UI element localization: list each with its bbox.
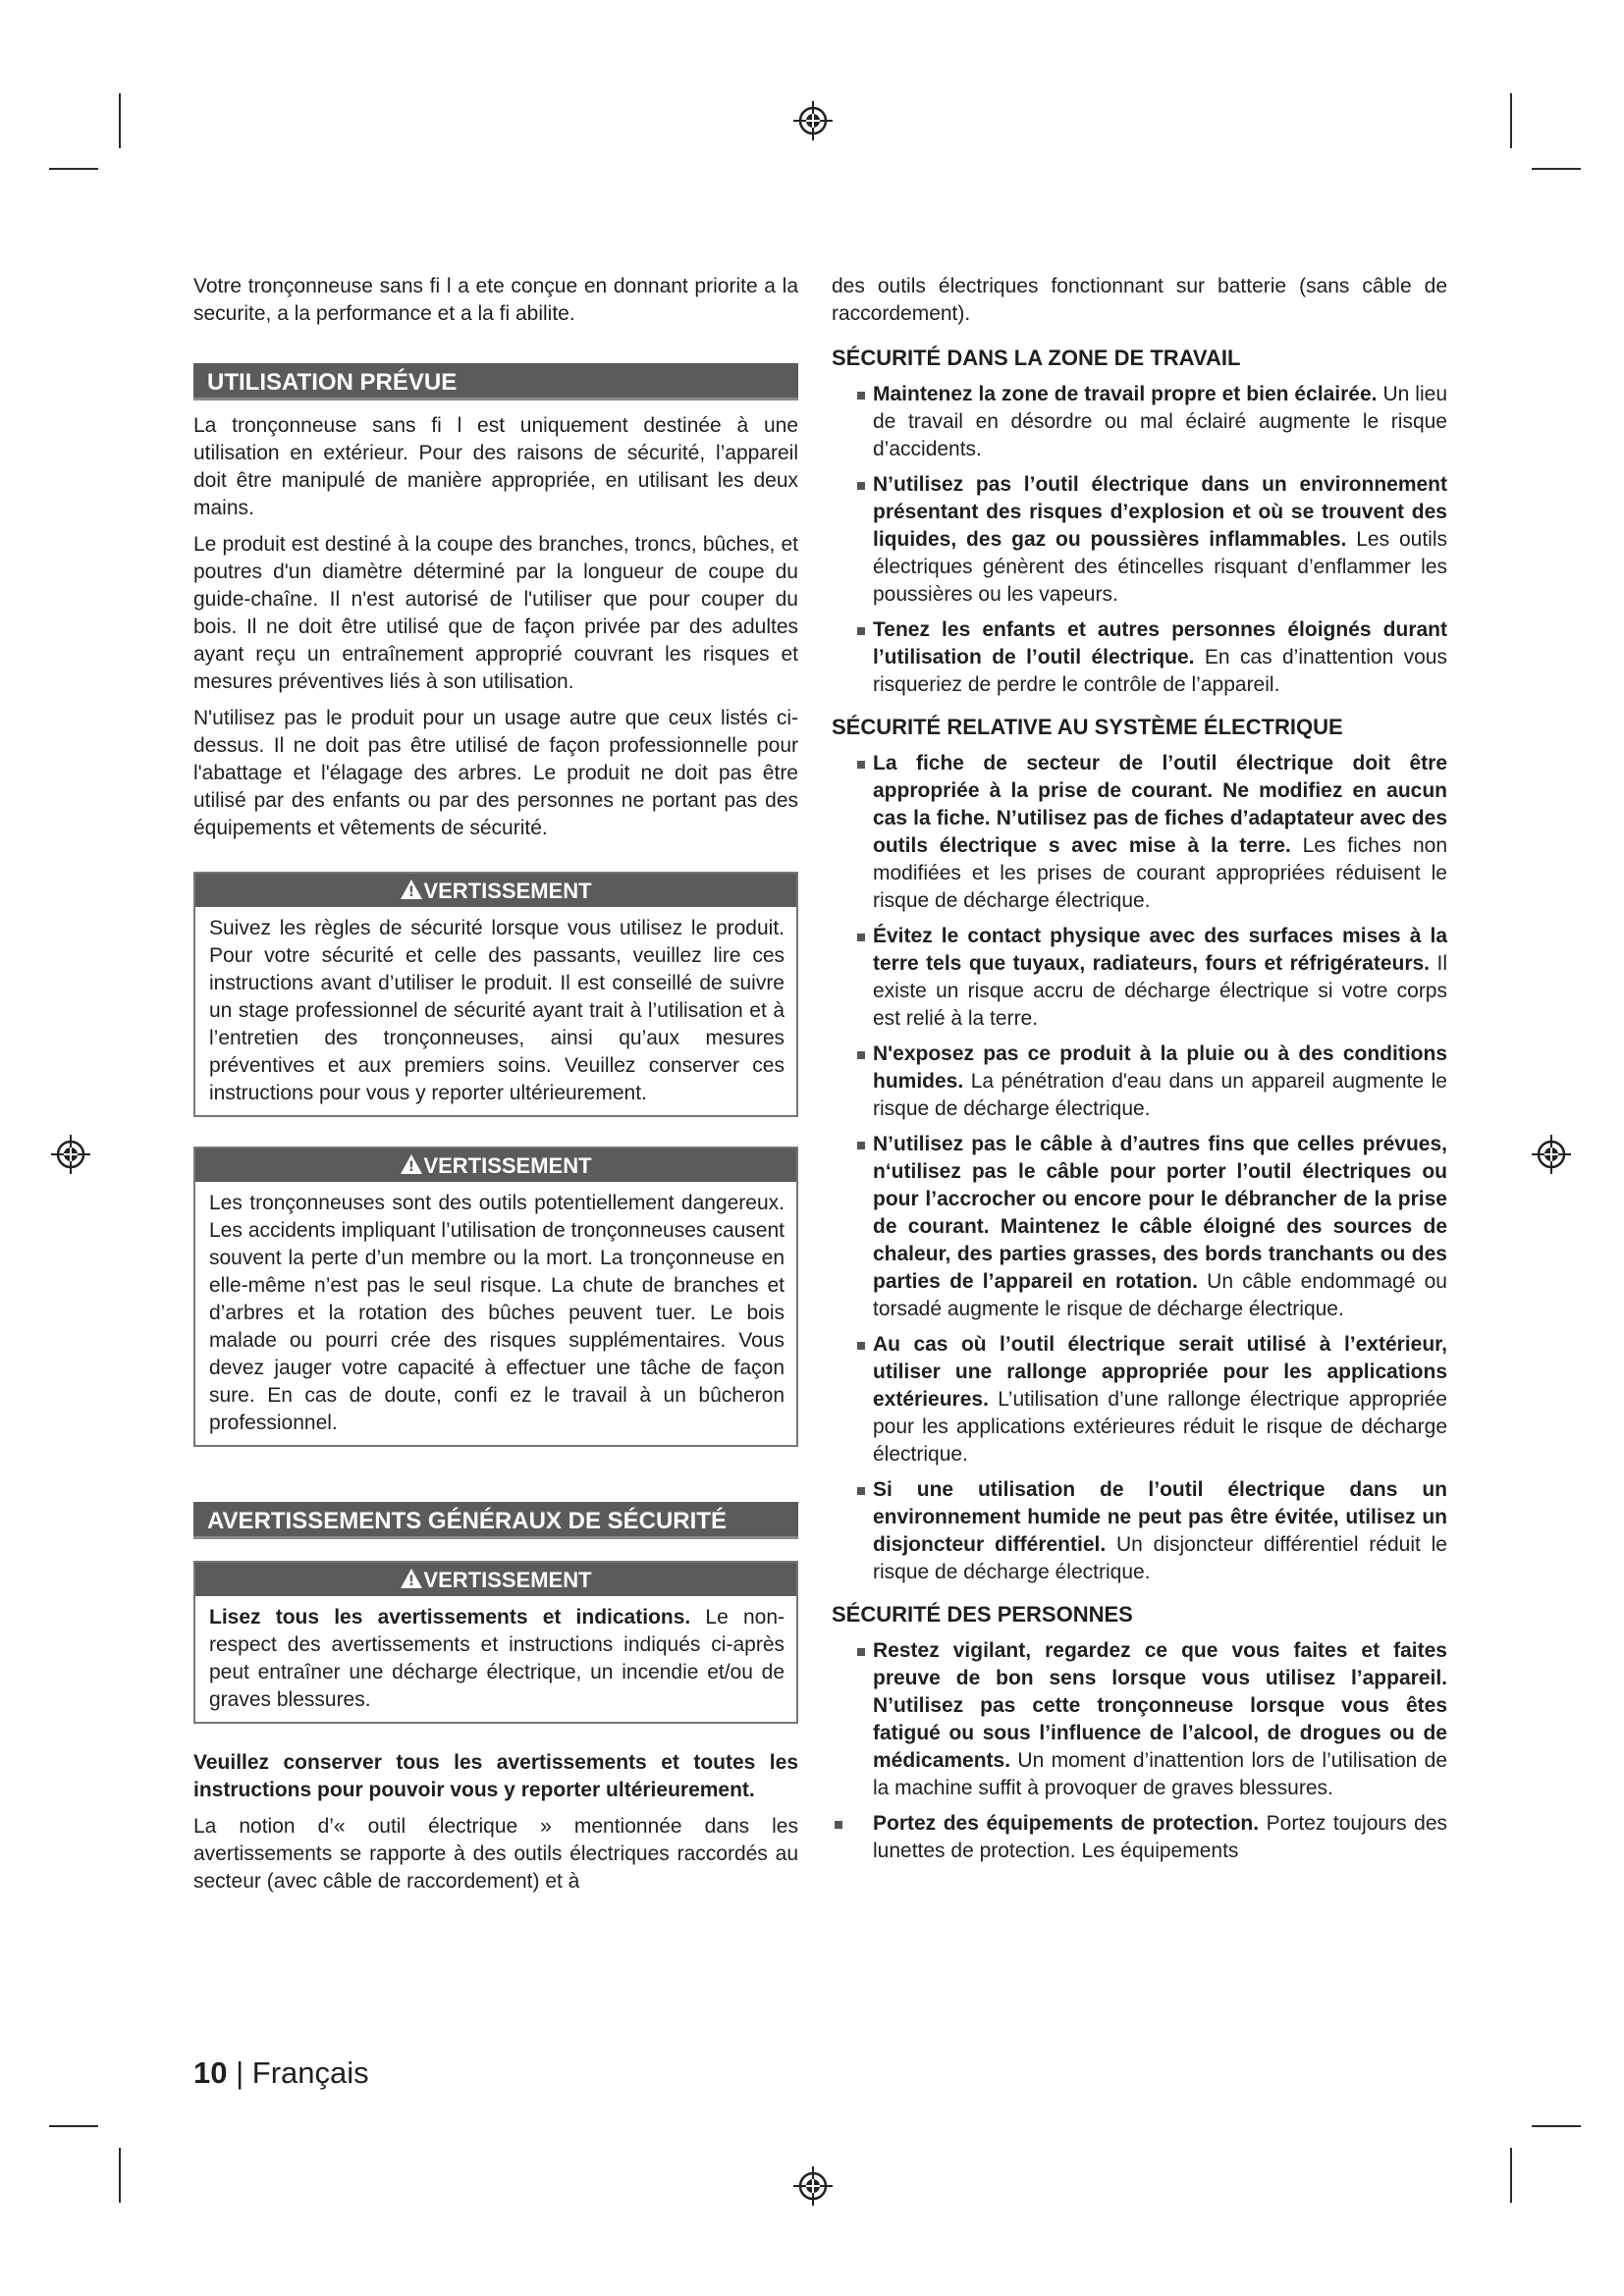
warning-header [195,874,796,907]
list-item-text: Portez toujours des lunettes de protection. Les équipements [873,1812,1448,1862]
warning-box [193,1147,798,1447]
subheading-work-area: SÉCURITÉ DANS LA ZONE DE TRAVAIL [832,346,1241,370]
warning-triangle-icon [400,1568,423,1589]
warning-box [193,1561,798,1724]
list-item [832,1041,1447,1123]
list-item [832,1637,1447,1802]
bullet-icon [857,761,865,769]
crop-mark [1510,93,1512,148]
warning-triangle-icon [400,879,423,900]
intro-paragraph: Votre tronçonneuse sans fi l a ete conçue en donnant priorite a la securite, a la performance et a la fi abilite. [193,275,798,325]
bullet-icon [857,1342,865,1350]
warning-body-text: Le non-respect des avertissements et instructions indiqués ci-après peut entraîner une décharge électrique, un incendie et/ou de graves blessures. [209,1606,785,1711]
bullet-icon [835,1821,842,1829]
list-item-text: Les fiches non modifiées et les prises de courant appropriées réduisent le risque de décharge électrique. [873,834,1447,912]
warning-header [195,1563,796,1596]
list-item-bold: La fiche de secteur de l’outil électrique doit être appropriée à la prise de courant. Ne modifiez en aucun cas la fiche. N’utilisez pas de fiches d’adaptateur avec des outils électrique s avec mise à la terre. [873,752,1447,857]
list-item-text: Il existe un risque accru de décharge électrique si votre corps est relié à la terre. [873,952,1447,1030]
list-item-bold: Tenez les enfants et autres personnes éloignés durant l’utilisation de l’outil électrique. [873,618,1447,668]
section-title-avertissements: AVERTISSEMENTS GÉNÉRAUX DE SÉCURITÉ [193,1502,798,1539]
warning-bold-text: Lisez tous les avertissements et indications. [209,1606,691,1629]
list-item [832,1131,1447,1323]
registration-mark-icon [1532,1135,1571,1174]
list-item-text: La pénétration d'eau dans un appareil augmente le risque de décharge électrique. [873,1070,1447,1120]
crop-mark [1532,2125,1581,2127]
bullet-icon [857,627,865,635]
left-column [193,273,798,1904]
svg-text:!: ! [408,884,415,900]
svg-text:!: ! [408,1159,415,1175]
bullet-list-personal [832,1637,1447,1865]
list-item-bold: Portez des équipements de protection. [873,1812,1260,1835]
list-item-text: Un câble endommagé ou torsadé augmente le risque de décharge électrique. [873,1270,1447,1320]
bullet-icon [857,392,865,400]
crop-mark [49,2125,98,2127]
bullet-icon [857,1051,865,1059]
warning-text [209,1604,785,1714]
warning-header [195,1148,796,1182]
keep-instructions-text: Veuillez conserver tous les avertissements et toutes les instructions pour pouvoir vous y reporter ultérieurement. [193,1751,798,1801]
list-item-text: Un lieu de travail en désordre ou mal éclairé augmente le risque d’accidents. [873,383,1447,460]
warning-text: Les tronçonneuses sont des outils potentiellement dangereux. Les accidents impliquant l’utilisation de tronçonneuses causent souvent la perte d’un membre ou la mort. La tronçonneuse en elle-même n’est pas le seul risque. La chute de branches et d’arbres et la rotation des bûches peuvent tuer. Le bois malade ou pourri crée des risques supplémentaires. Vous devez jauger votre capacité à effectuer une tâche de façon sure. En cas de doute, confi ez le travail à un bûcheron professionnel. [209,1192,785,1434]
paragraph: La notion d’« outil électrique » mentionnée dans les avertissements se rapporte à des outils électriques raccordés au secteur (avec câble de raccordement) et à [193,1815,798,1893]
bullet-list-work-area [832,381,1447,699]
crop-mark [119,2148,121,2203]
warning-triangle-icon [400,1153,423,1175]
crop-mark [119,93,121,148]
list-item-bold: Si une utilisation de l’outil électrique dans un environnement humide ne peut pas être évitée, utilisez un disjoncteur différentiel. [873,1478,1447,1556]
list-item-bold: N’utilisez pas l’outil électrique dans un environnement présentant des risques d’explosion et où se trouvent des liquides, des gaz ou poussières inflammables. [873,473,1447,551]
list-item [832,471,1447,609]
list-item-bold: Maintenez la zone de travail propre et bien éclairée. [873,383,1378,405]
crop-mark [1532,168,1581,170]
bullet-icon [857,1142,865,1149]
bullet-icon [857,1648,865,1656]
bullet-icon [857,482,865,490]
list-item [832,1331,1447,1468]
registration-mark-icon [793,2166,833,2206]
list-item [832,616,1447,699]
footer-separator: | [227,2056,252,2090]
list-item [832,750,1447,915]
list-item [832,1810,1447,1865]
page-footer [193,2056,369,2091]
list-item-text: Les outils électriques génèrent des étincelles risquant d’enflammer les poussières ou les vapeurs. [873,528,1447,606]
list-item-bold: Restez vigilant, regardez ce que vous faites et faites preuve de bon sens lorsque vous utilisez l’appareil. N’utilisez pas cette tronçonneuse lorsque vous êtes fatigué ou sous l’influence de l’alcool, de drogues ou de médicaments. [873,1639,1447,1772]
registration-mark-icon [793,101,833,140]
svg-text:!: ! [408,1574,415,1589]
list-item-bold: N'exposez pas ce produit à la pluie ou à des conditions humides. [873,1042,1447,1093]
page-number: 10 [193,2056,228,2090]
list-item-bold: N’utilisez pas le câble à d’autres fins que celles prévues, n‘utilisez pas le câble pour porter l’outil électriques ou pour l’accrocher ou encore pour le débrancher de la prise de courant. Maintenez le câble éloigné des sources de chaleur, des parties grasses, des bords tranchants ou des parties de l’appareil en rotation. [873,1133,1447,1293]
section-title-utilisation: UTILISATION PRÉVUE [193,363,798,400]
warning-title: VERTISSEMENT [423,1153,592,1178]
warning-box [193,872,798,1117]
bullet-list-electrical [832,750,1447,1586]
footer-language: Français [251,2056,369,2090]
paragraph: N'utilisez pas le produit pour un usage autre que ceux listés ci-dessus. Il ne doit pas être utilisé de façon professionnelle pour l'abattage et l'élagage des arbres. Le produit ne doit pas être utilisé par des enfants ou par des personnes ne portant pas des équipements et vêtements de sécurité. [193,707,798,839]
warning-title: VERTISSEMENT [423,1568,592,1592]
bullet-icon [857,1487,865,1495]
list-item-bold: Au cas où l’outil électrique serait utilisé à l’extérieur, utiliser une rallonge appropriée pour les applications extérieures. [873,1333,1447,1411]
right-column [832,273,1447,1879]
warning-text: Suivez les règles de sécurité lorsque vous utilisez le produit. Pour votre sécurité et celle des passants, veuillez lire ces instructions avant d’utiliser le produit. Il est conseillé de suivre un stage professionnel de sécurité ayant trait à l’utilisation et à l’entretien des tronçonneuses, ainsi qu’aux mesures préventives et aux premiers soins. Veuillez conserver ces instructions pour vous y reporter ultérieurement. [209,917,785,1104]
list-item-text: En cas d’inattention vous risqueriez de perdre le contrôle de l’appareil. [873,646,1447,696]
list-item [832,381,1447,463]
list-item [832,923,1447,1033]
crop-mark [1510,2148,1512,2203]
bullet-icon [857,934,865,941]
warning-title: VERTISSEMENT [423,879,592,903]
subheading-personal: SÉCURITÉ DES PERSONNES [832,1602,1133,1627]
subheading-electrical: SÉCURITÉ RELATIVE AU SYSTÈME ÉLECTRIQUE [832,715,1343,739]
paragraph: des outils électriques fonctionnant sur batterie (sans câble de raccordement). [832,275,1447,325]
crop-mark [49,168,98,170]
paragraph: Le produit est destiné à la coupe des branches, troncs, bûches, et poutres d'un diamètre déterminé par la longueur de coupe du guide-chaîne. Il n'est autorisé de l'utiliser que pour couper du bois. Il ne doit être utilisé que de façon privée par des adultes ayant reçu un entraînement approprié couvrant les risques et mesures préventives liés à son utilisation. [193,533,798,693]
list-item-text: Un disjoncteur différentiel réduit le risque de décharge électrique. [873,1533,1447,1583]
list-item [832,1476,1447,1586]
list-item-text: L’utilisation d’une rallonge électrique appropriée pour les applications extérieures réduit le risque de décharge électrique. [873,1388,1447,1466]
registration-mark-icon [51,1135,90,1174]
list-item-text: Un moment d’inattention lors de l’utilisation de la machine suffit à provoquer de graves blessures. [873,1749,1447,1799]
paragraph: La tronçonneuse sans fi l est uniquement destinée à une utilisation en extérieur. Pour des raisons de sécurité, l’appareil doit être manipulé de manière appropriée, en utilisant les deux mains. [193,414,798,519]
list-item-bold: Évitez le contact physique avec des surfaces mises à la terre tels que tuyaux, radiateurs, fours et réfrigérateurs. [873,925,1447,975]
